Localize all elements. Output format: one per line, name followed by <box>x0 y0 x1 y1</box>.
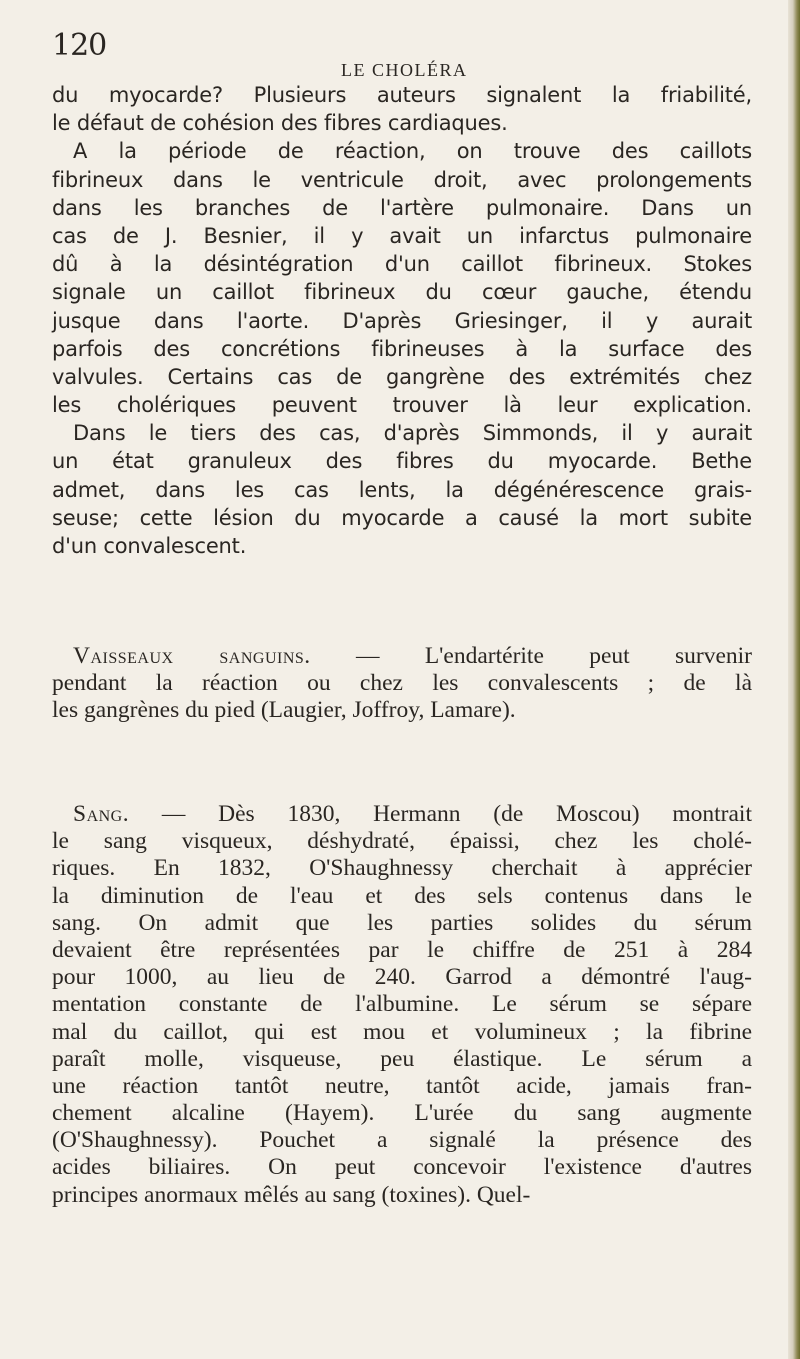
text-line: riques. En 1832, O'Shaughnessy cherchait à apprécier <box>52 855 752 882</box>
text-line: fibrineux dans le ventricule droit, avec prolongements <box>52 167 752 192</box>
text-line: jusque dans l'aorte. D'après Griesinger, il y aurait <box>52 308 752 333</box>
text-line: du myocarde? Plusieurs auteurs signalent la friabilité, <box>52 83 752 107</box>
text-line: principes anormaux mêlés au sang (toxines). Quel- <box>52 1181 531 1208</box>
page-edge <box>788 0 800 1359</box>
text-line: A la période de réaction, on trouve des caillots <box>73 139 752 164</box>
text-line: les cholériques peuvent trouver là leur explication. <box>52 393 752 418</box>
text-line: d'un convalescent. <box>52 534 247 558</box>
text-line: valvules. Certains cas de gangrène des extrémités chez <box>52 364 752 389</box>
text-line: mal du caillot, qui est mou et volumineux ; la fibrine <box>52 1018 752 1045</box>
text-line: acides biliaires. On peut concevoir l'existence d'autres <box>52 1154 752 1181</box>
text-line: les gangrènes du pied (Laugier, Joffroy, Lamare). <box>52 697 516 724</box>
text-line: le sang visqueux, déshydraté, épaissi, chez les cholé- <box>52 828 752 855</box>
text-line: pour 1000, au lieu de 240. Garrod a démontré l'aug- <box>52 964 752 991</box>
page-number: 120 <box>52 28 107 63</box>
text-line: sang. On admit que les parties solides du sérum <box>52 909 752 936</box>
text-line: admet, dans les cas lents, la dégénérescence grais- <box>52 477 752 502</box>
text-line: dans les branches de l'artère pulmonaire. Dans un <box>52 195 752 220</box>
text-line: chement alcaline (Hayem). L'urée du sang augmente <box>52 1100 752 1127</box>
text-line: seuse; cette lésion du myocarde a causé la mort subite <box>52 505 752 530</box>
text-line: cas de J. Besnier, il y avait un infarctus pulmonaire <box>52 223 752 248</box>
section-heading: Sang. <box>73 801 130 827</box>
text-line: mentation constante de l'albumine. Le sérum se sépare <box>52 991 752 1018</box>
paragraph-sang <box>52 801 752 1209</box>
text-line: paraît molle, visqueuse, peu élastique. Le sérum a <box>52 1045 752 1072</box>
text-line: pendant la réaction ou chez les convalescents ; de là <box>52 670 752 697</box>
text-run: — Dès 1830, Hermann (de Moscou) montrait <box>129 801 752 827</box>
text-line: parfois des concrétions fibrineuses à la surface des <box>52 336 752 361</box>
text-line <box>52 643 752 670</box>
text-line: devaient être représentées par le chiffre de 251 à 284 <box>52 936 752 963</box>
text-line: (O'Shaughnessy). Pouchet a signalé la présence des <box>52 1127 752 1154</box>
section-heading: Vaisseaux sanguins. <box>73 643 311 669</box>
text-line: le défaut de cohésion des fibres cardiaques. <box>52 111 508 136</box>
running-title: LE CHOLÉRA <box>341 60 468 80</box>
paragraph-vaisseaux <box>52 643 752 725</box>
text-run: — L'endartérite peut survenir <box>310 643 752 669</box>
text-line: signale un caillot fibrineux du cœur gauche, étendu <box>52 280 752 305</box>
text-line <box>52 801 752 828</box>
text-line: la diminution de l'eau et des sels contenus dans le <box>52 882 752 909</box>
text-line: un état granuleux des fibres du myocarde. Bethe <box>52 449 752 474</box>
paragraph-myocarde <box>52 81 752 560</box>
text-line: dû à la désintégration d'un caillot fibrineux. Stokes <box>52 252 752 277</box>
text-line: une réaction tantôt neutre, tantôt acide, jamais fran- <box>52 1072 752 1099</box>
text-line: Dans le tiers des cas, d'après Simmonds, il y aurait <box>73 421 752 446</box>
